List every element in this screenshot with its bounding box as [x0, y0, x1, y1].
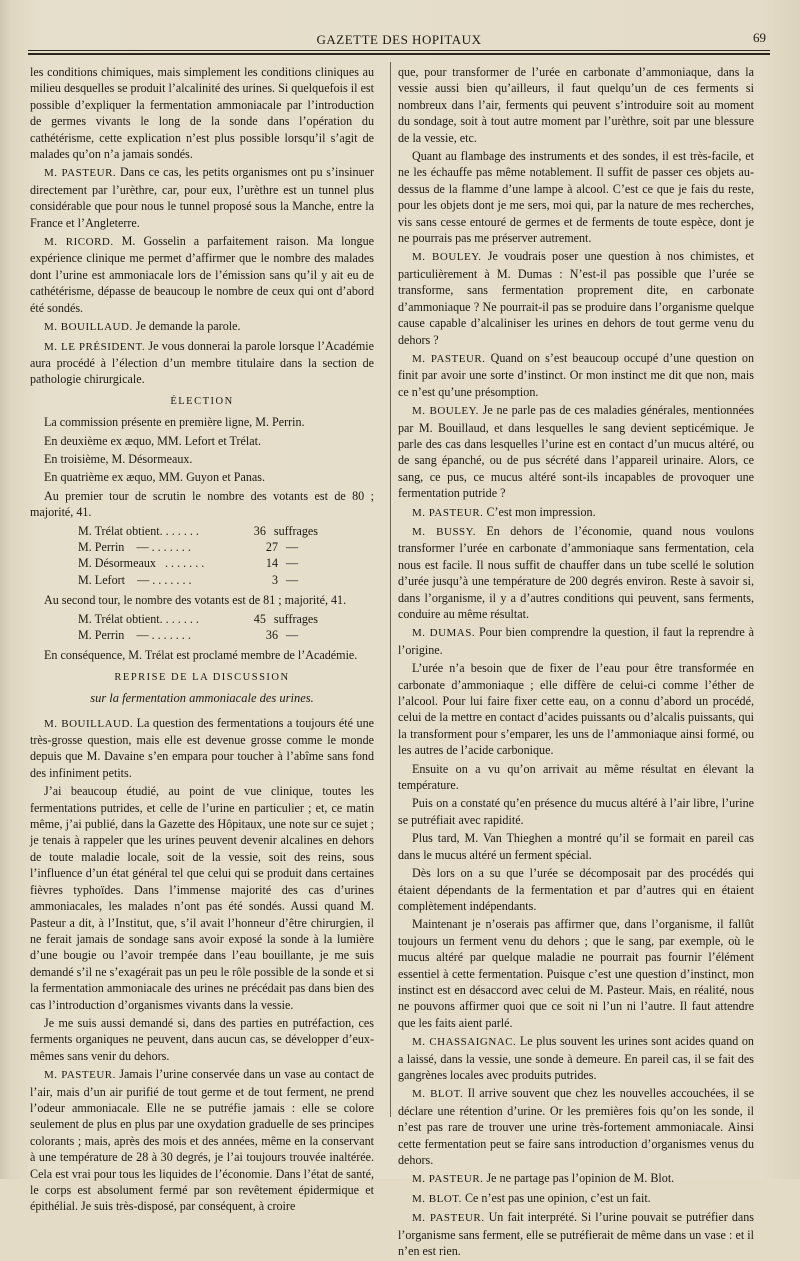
speech: Je ne parle pas de ces maladies générales, mentionnées par M. Bouillaud, et dans lesquelles le sang devient septicémique. Je parle des cas dans lesquelles l’urine est en contact d’un mucus altéré, ou de sang épanché, ou de pus sécrété dans l’appareil urinaire. Alors, ce sang, ce pus, ce mucus altéré sont-ils incapables de provoquer une fermentation putride ? [398, 403, 754, 501]
paragraph: Puis on a constaté qu’en présence du mucus altéré à l’air libre, l’urine se putréfiait avec rapidité. [398, 796, 754, 827]
vote-row: M. Trélat obtient. . . . . . . 45 suffrages [78, 611, 318, 626]
vote-table-round2 [30, 611, 374, 644]
speech: En dehors de l’économie, quand nous voulons transformer l’urée en carbonate d’ammoniaque sans fermentation, cela nous est facile. Il nous suffit de chauffer dans un tube scellé le solution d’urée jusqu’à une température de 200 degrés environ. Reste à savoir si, dans l’organisme, il y a d’autres conditions qui peuvent, sans ferments, conduire au même résultat. [398, 523, 754, 621]
vote-row: M. Perrin — . . . . . . . 27 — [78, 539, 299, 554]
paragraph: Dès lors on a su que l’urée se décomposait par des procédés qui étaient dépendants de la fermentation et par d’autres qui en étaient complètement indépendants. [398, 866, 754, 913]
speech: Pour bien comprendre la question, il faut la reprendre à l’origine. [398, 625, 755, 657]
speaker: M. DUMAS. [412, 627, 476, 640]
paragraph [30, 318, 374, 335]
speaker: M. PASTEUR. [44, 1069, 116, 1082]
speech: Je ne partage pas l’opinion de M. Blot. [486, 1171, 675, 1186]
speech: Le plus souvent les urines sont acides quand on a laissé, dans la vessie, une sonde à demeure. En pareil cas, il se fait des gangrènes locales avec produits putrides. [398, 1034, 754, 1082]
speaker: M. PASTEUR. [44, 167, 117, 180]
vote-table-round1 [30, 523, 374, 589]
speech: Je demande la parole. [135, 319, 241, 334]
section-subheading: sur la fermentation ammoniacale des urines. [90, 691, 314, 706]
vote-row: M. Perrin — . . . . . . . 36 — [78, 628, 299, 642]
vote-row: M. Désormeaux . . . . . . . 14 — [78, 556, 299, 571]
header-rule [28, 50, 770, 51]
speech: Ce n’est pas une opinion, c’est un fait. [464, 1190, 651, 1205]
speaker: M. BUSSY. [412, 525, 476, 538]
page-number: 69 [753, 30, 766, 45]
speaker: M. PASTEUR. [412, 352, 486, 365]
speaker: M. BOULEY. [412, 405, 479, 418]
paragraph [398, 248, 754, 347]
speaker: M. BOULEY. [412, 251, 482, 264]
right-column [398, 64, 754, 1261]
paragraph [398, 350, 754, 400]
page-header [28, 28, 770, 50]
paragraph: L’urée n’a besoin que de fixer de l’eau pour être transformée en carbonate d’ammoniaque ; elle diffère de celui-ci comme l’éther de l’alcool. Pour lui faire fixer cette eau, on a connu d’abord un procédé, celui de la mettre en contact d’acides puissants ou d’alcalis puissants, qui la transforment pour s’emparer, les uns de l’ammoniaque ainsi formé, ou les autres de l’acide carbonique. [398, 661, 754, 758]
speech: Quand on s’est beaucoup occupé d’une question on finit par avoir une sorte d’instinct. Or mon instinct me dit que non, mais ce n’est qu’une présomption. [398, 350, 754, 399]
paragraph [30, 338, 374, 388]
paragraph [398, 1170, 754, 1187]
vote-row: M. Trélat obtient. . . . . . . 36 suffrages [78, 523, 318, 538]
speaker: M. LE PRÉSIDENT. [44, 340, 146, 353]
paragraph [30, 1066, 374, 1215]
speech: Un fait interprété. Si l’urine pouvait se putréfier dans l’organisme sans ferment, elle se putréfierait de même dans un vase : et il n’en est rien. [398, 1210, 754, 1259]
speaker: M. PASTEUR. [412, 1212, 485, 1225]
speech: M. Gosselin a parfaitement raison. Ma longue expérience clinique me permet d’affirmer que le nombre des malades dont l’urine est ammoniacale lors de l’émission sans qu’il y ait eu de cathétérisme, dépasse de beaucoup le nombre de ceux qui ont d’abord été sondés. [30, 234, 374, 315]
speech: Dans ce cas, les petits organismes ont pu s’insinuer directement par l’urèthre, car, pour eux, l’urèthre est un tunnel plus considérable que pour nous le tunnel proposé sous la Manche, entre la France et l’Angleterre. [30, 165, 374, 230]
speaker: M. BOUILLAUD. [44, 321, 133, 334]
speech: Jamais l’urine conservée dans un vase au contact de l’air, mais d’un air purifié de tout germe et de tout ferment, ne prend l’odeur ammoniacale. Elle ne se putréfie jamais : elle se colore seulement de plus en plus par une oxydation graduelle de ses principes colorants ; mais, après des mois et des années, même en la conservant à une température de 28 à 30 degrés, je l’ai toujours trouvée inaltérée. Cela est vrai pour tous les liquides de l’économie. Dans l’état de santé, le corps est absolument fermé par son revêtement épidermique et épithélial. Je suis très-disposé, par conséquent, à croire [30, 1067, 374, 1214]
paragraph: Quant au flambage des instruments et des sondes, il est très-facile, et ne les échauffe pas même notablement. Il suffit de passer ces objets au-dessus de la flamme d’une lampe à alcool. C’est ce que je fais du reste, pour les objets dont je me sers, moi qui, par la nature de mes recherches, vis sans cesse entouré de germes et de ferments de toute espèce, dont je ne pourrais pas me préserver autrement. [398, 149, 754, 246]
speaker: M. PASTEUR. [412, 506, 484, 519]
section-heading: ÉLECTION [170, 395, 234, 407]
speech: Je voudrais poser une question à nos chimistes, et particulièrement à M. Dumas : N’est-il pas possible que l’urée se transforme, sans fermentation proprement dite, en carbonate d’ammoniaque ? Ne pourrait-il pas se produire dans l’organisme quelque cause capable d’alcaliniser les urines en dehors de tout germe venu du dehors ? [398, 249, 754, 347]
section-heading: REPRISE DE LA DISCUSSION [114, 671, 290, 683]
vote-row: M. Lefort — . . . . . . . 3 — [78, 572, 299, 587]
paragraph: Au premier tour de scrutin le nombre des votants est de 80 ; majorité, 41. [30, 488, 374, 520]
paragraph: En troisième, M. Désormeaux. [44, 451, 193, 466]
paragraph: J’ai beaucoup étudié, au point de vue clinique, toutes les fermentations putrides, et celle de l’urine en particulier ; et, ce matin même, j’ai publié, dans la Gazette des Hôpitaux, une note sur ce sujet ; je tenais à rappeler que les urines peuvent devenir alcalines en dehors de toute maladie locale, soit de la vessie, soit des reins, sous l’influence d’un état général tel que celui qui se produit dans certaines fièvres typhoïdes. Dans l’immense majorité des cas d’urines ammoniacales, les malades n’ont pas été sondés. Aussi quand M. Pasteur a dit, à l’Institut, que, s’il avait l’honneur d’être chirurgien, il ne ferait jamais de sondage sans avoir exposé la sonde à la lumière d’une bougie ou l’avoir trempée dans l’eau bouillante, je me suis demandé s’il ne s’exagérait pas un peu le rôle possible de la sonde et si la fermentation ammoniacale des urines ne précédait pas dans bien des cas l’introduction d’organismes vivants dans la vessie. [30, 784, 374, 1012]
paragraph [398, 1209, 754, 1259]
speaker: M. PASTEUR. [412, 1173, 484, 1186]
paragraph: les conditions chimiques, mais simplement les conditions cliniques au milieu desquelles se produit l’alcalinité des urines. Si quelquefois il est possible d’expliquer la fermentation ammoniacale par l’introduction de germes vivants le long de la sonde dans l’opération du cathétérisme, cette explication n’est plus possible lorsqu’il s’agit de malades qu’on n’a jamais sondés. [30, 65, 374, 162]
speech: Je vous donnerai la parole lorsque l’Académie aura procédé à l’élection d’un membre titulaire dans la section de pathologie chirurgicale. [30, 338, 375, 387]
speaker: M. CHASSAIGNAC. [412, 1036, 517, 1049]
paragraph [398, 523, 754, 622]
paragraph: La commission présente en première ligne, M. Perrin. [44, 415, 305, 430]
speaker: M. BOUILLAUD. [44, 717, 134, 730]
speaker: M. RICORD. [44, 236, 114, 249]
paragraph: Plus tard, M. Van Thieghen a montré qu’il se formait en pareil cas dans le mucus altéré un ferment spécial. [398, 831, 754, 862]
paragraph [398, 624, 754, 658]
speech: C’est mon impression. [486, 504, 596, 519]
page-title: GAZETTE DES HOPITAUX [316, 32, 482, 47]
paragraph: En quatrième ex æquo, MM. Guyon et Panas. [44, 470, 266, 485]
paragraph: Au second tour, le nombre des votants est de 81 ; majorité, 41. [44, 593, 347, 608]
paragraph [398, 504, 754, 521]
paragraph: En conséquence, M. Trélat est proclamé membre de l’Académie. [44, 648, 358, 663]
paragraph: En deuxième ex æquo, MM. Lefort et Trélat. [44, 433, 261, 448]
paragraph: Je me suis aussi demandé si, dans des parties en putréfaction, ces ferments organiques ne peuvent, dans aucun cas, se développer d’eux-mêmes sans venir du dehors. [30, 1015, 374, 1063]
speaker: M. BLOT. [412, 1192, 462, 1205]
column-divider [390, 62, 391, 1117]
header-rule-double [28, 53, 770, 55]
speech: La question des fermentations a toujours été une très-grosse question, mais elle est devenue grosse comme le monde depuis que M. Davaine s’en empara pour toucher à l’abîme sans fond des infiniment petits. [30, 715, 374, 780]
paragraph: Maintenant je n’oserais pas affirmer que, dans l’organisme, il fallût toujours un ferment venu du dehors ; que le sang, par exemple, où le mucus altéré par quelque maladie ne pourrait pas fournir l’élément essentiel à cette fermentation. Puisque c’est une question d’instinct, mon instinct est en désaccord avec celui de M. Pasteur. Mais, en réalité, nous ne pouvons affirmer quoi que ce soit ni l’un ni l’autre. Il faut attendre que les faits aient parlé. [398, 917, 754, 1030]
paragraph [398, 402, 754, 501]
paragraph [398, 1190, 754, 1207]
speaker: M. BLOT. [412, 1088, 464, 1101]
paragraph: Ensuite on a vu qu’on arrivait au même résultat en élevant la température. [398, 761, 754, 793]
speech: Il arrive souvent que chez les nouvelles accouchées, il se déclare une rétention d’urine. Or les premières fois qu’on les sonde, il n’est pas rare de trouver une urine très-fortement ammoniacale. Ainsi cette fermentation peut se faire sans introduction d’organismes venus du dehors. [398, 1086, 754, 1167]
paragraph [30, 164, 374, 231]
paragraph [398, 1085, 754, 1168]
left-column [30, 64, 374, 1217]
paragraph: que, pour transformer de l’urée en carbonate d’ammoniaque, dans la vessie aussi bien qu’ailleurs, il faut quelqu’un de ces ferments si nombreux dans l’air, ferments qui peuvent s’introduire soit au moment du sondage, soit à tout autre moment par l’urèthre, soit par une blessure de la vessie, etc. [398, 65, 754, 145]
paragraph [30, 233, 374, 316]
paragraph [30, 715, 374, 782]
paragraph [398, 1033, 754, 1083]
